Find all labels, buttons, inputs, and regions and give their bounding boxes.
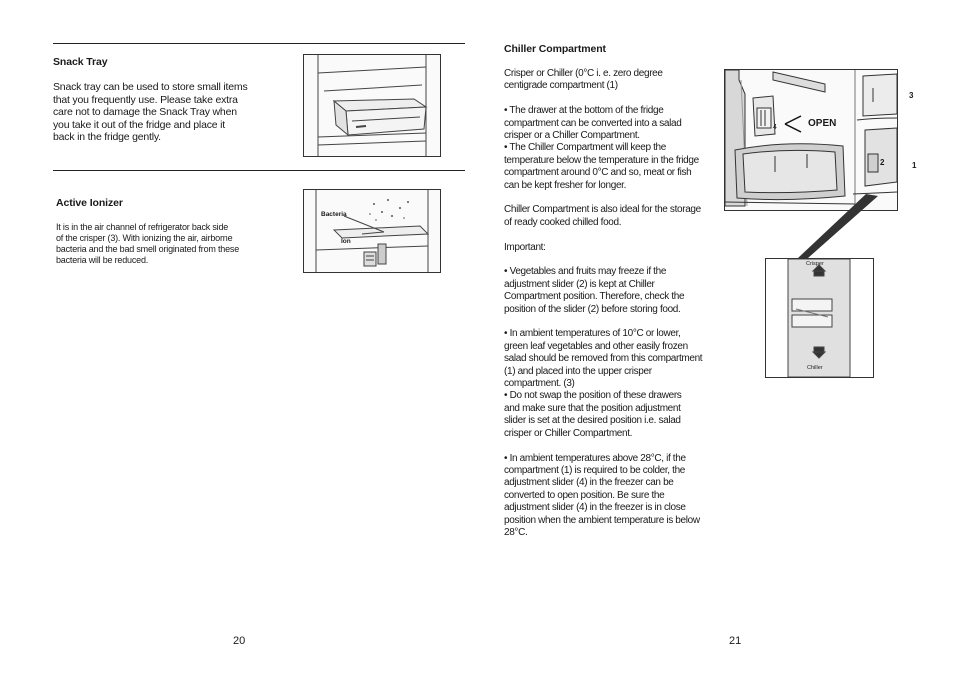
crisper-label: Crisper <box>806 261 824 267</box>
paragraph-1: Crisper or Chiller (0°C i. e. zero degree centigrade compartment (1) <box>504 68 663 92</box>
paragraph-3: Chiller Compartment is also ideal for the storage of ready cooked chilled food. <box>504 204 701 228</box>
open-label: OPEN <box>808 118 837 129</box>
number-1-label: 1 <box>912 161 917 170</box>
page-number-right: 21 <box>729 635 742 647</box>
paragraph-important: Important: <box>504 241 546 253</box>
paragraph-4: • Vegetables and fruits may freeze if the adjustment slider (2) is kept at Chiller Compartment position. Therefore, check the position of the slider (2) before storing food. <box>504 266 685 315</box>
callout-pointer <box>778 192 898 262</box>
chiller-drawers-illustration <box>724 69 917 211</box>
ion-label: Ion <box>341 238 351 245</box>
paragraph-5: • In ambient temperatures of 10°C or lower, green leaf vegetables and other easily frozen salad should be removed from this compartment (1) and placed into the upper crisper compartment. (3) • Do not swap the position of these drawers and make sure that the position adjustment slider is set at the desired position i.e. salad crisper or Chiller Compartment. <box>504 328 703 439</box>
page-number-left: 20 <box>233 635 246 647</box>
snack-tray-illustration <box>303 54 441 157</box>
snack-tray-text: Snack tray can be used to store small items that you frequently use. Please take extra care not to damage the Snack Tray when you take it out of the fridge and place it back in the fridge gently. <box>53 81 248 144</box>
snack-tray-heading: Snack Tray <box>53 56 108 68</box>
ionizer-text: It is in the air channel of refrigerator back side of the crisper (3). With ionizing the air, airborne bacteria and the bad smell originated from these bacteria will be reduced. <box>56 222 240 265</box>
paragraph-6: • In ambient temperatures above 28°C, if the compartment (1) is required to be colder, the adjustment slider (4) in the freezer can be converted to open position. Be sure the adjustment slider (4) in the freezer is in close position when the ambient temperature is below 28°C. <box>504 452 700 538</box>
middle-divider-rule <box>53 170 465 171</box>
top-divider-rule <box>53 43 465 44</box>
chiller-body <box>504 68 726 539</box>
number-2-label: 2 <box>880 158 885 167</box>
ionizer-heading: Active Ionizer <box>56 197 123 209</box>
number-4-label: 4 <box>773 124 777 131</box>
chiller-label: Chiller <box>807 365 823 371</box>
bacteria-label: Bacteria <box>321 211 347 218</box>
ionizer-illustration <box>303 189 441 273</box>
paragraph-2: • The drawer at the bottom of the fridge compartment can be converted into a salad crisper or a Chiller Compartment. • The Chiller Compartment will keep the temperature below the temperature in the fridge compartment around 0°C and so, meat or fish can be kept fresher for longer. <box>504 105 699 191</box>
number-3-label: 3 <box>909 91 914 100</box>
chiller-heading: Chiller Compartment <box>504 43 606 55</box>
slider-detail-inset <box>765 258 874 378</box>
